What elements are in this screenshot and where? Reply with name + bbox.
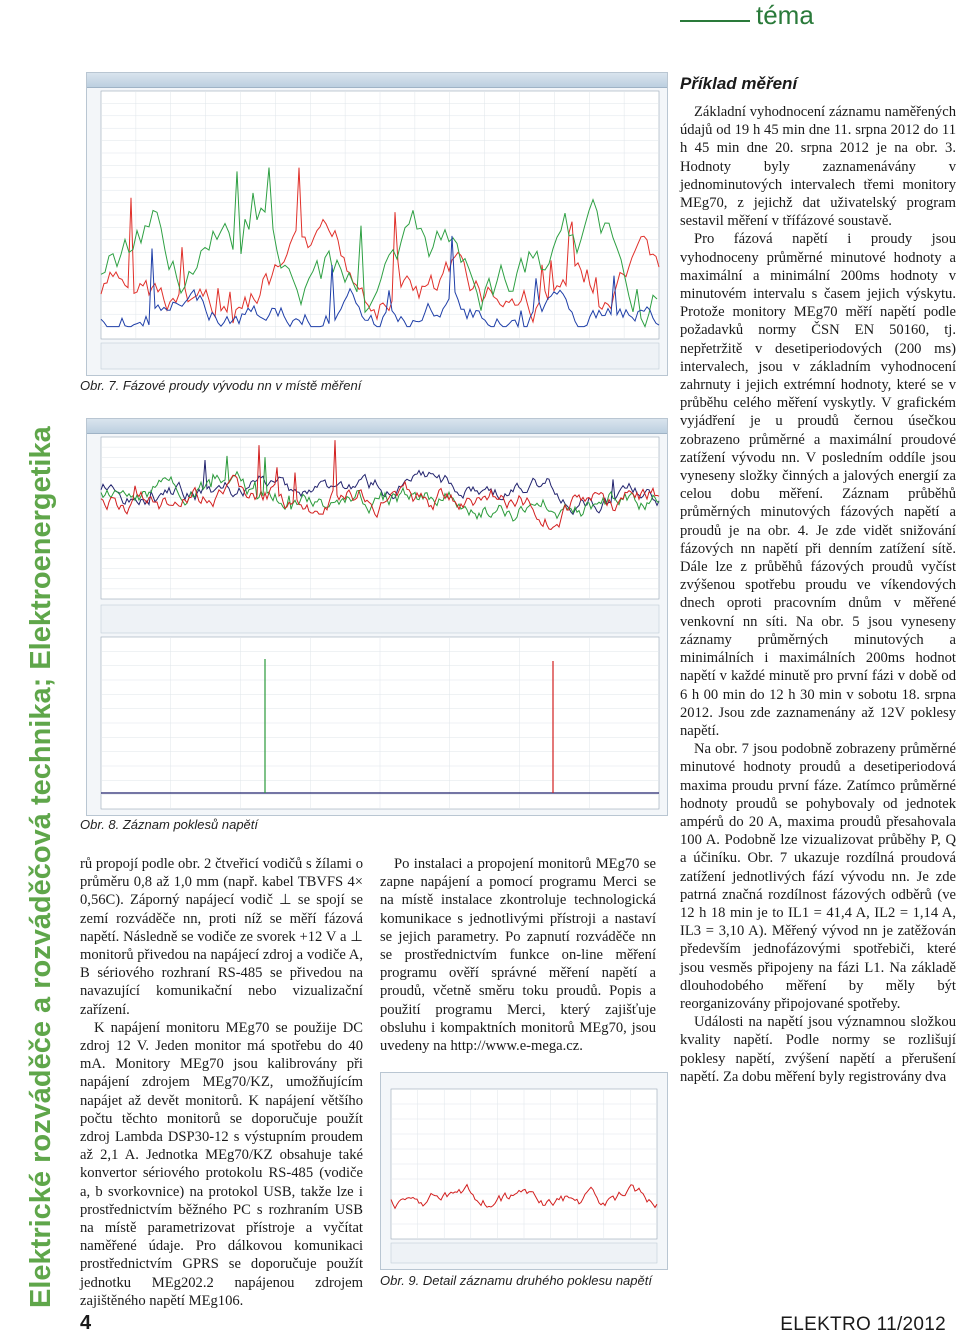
- side-title-text: Elektrické rozváděče a rozváděčová technika; Elektroenergetika: [25, 426, 57, 1308]
- legend-panel: [101, 605, 659, 633]
- middle-column: [380, 855, 656, 1055]
- left-column: [80, 855, 363, 1310]
- paragraph: rů propojí podle obr. 2 čtveřicí vodičů s žílami o průměru 0,8 až 1,0 mm (např. kabel TBVFS 4× 0,56C). Záporný napájecí vodič ⊥ se spojí se zemí rozváděče nn, proti níž se měří fázová napětí. Následně se vodiče ze svorek +12 V a ⊥ monitorů přivedou na napájecí zdroj a vodiče A, B sériového rozhraní RS-485 se přivedou na navazující komunikační nebo vizualizační zařízení.: [80, 856, 363, 1018]
- paragraph: K napájení monitoru MEg70 se použije DC zdroj 12 V. Jeden monitor má spotřebu do 40 mA. Monitory MEg70 jsou kalibrovány při napájení zdrojem MEg70/KZ, umožňujícím napájet až devět monitorů. K napájení většího počtu těchto monitorů se doporučuje použít zdroj Lambda DSP30-12 s výstupním proudem až 2,1 A. Jednotka MEg70/KZ obsahuje také konvertor sériového protokolu RS-485 (vodiče a, b svorkovnice) na protokol USB, takže lze i prostřednictvím běžného PC s rozhraním USB na místě parametrizovat přístroje a vyčítat naměřené údaje. Pro dálkovou komunikaci prostřednictvím GPRS se doporučuje použít jednotku MEg202.2 napájenou zdrojem zajištěného napětí MEg106.: [80, 1019, 363, 1309]
- side-title-graphic: [20, 28, 60, 1308]
- figure-8-caption: Obr. 8. Záznam poklesů napětí: [80, 817, 259, 832]
- right-column: [680, 103, 956, 1253]
- figure-7-caption: Obr. 7. Fázové proudy vývodu nn v místě měření: [80, 378, 362, 393]
- section-side-title: [20, 28, 60, 1308]
- paragraph: Události na napětí jsou významnou složkou kvality napětí. Podle normy se rozlišují poklesy napětí, zvýšení napětí a přerušení napětí. Za dobu měření byly registrovány dva: [680, 1014, 956, 1085]
- figure-9: [380, 1072, 668, 1270]
- paragraph: Základní vyhodnocení záznamu naměřených údajů od 19 h 45 min dne 11. srpna 2012 do 11 h 45 min dne 20. srpna 2012 je na obr. 3. Hodnoty byly zaznamenávány v jednominutových intervalech třemi monitory MEg70, z jejichž dat uživatelský program sestavil měření v třífázové soustavě.: [680, 104, 956, 230]
- figure-7: [86, 72, 668, 376]
- figure-8: [86, 418, 668, 816]
- header-tag: téma: [750, 0, 960, 31]
- legend-panel: [391, 1243, 657, 1263]
- magazine-issue: ELEKTRO 11/2012: [780, 1314, 946, 1335]
- figure-7-plot: [87, 73, 667, 375]
- figure-9-plot: [381, 1073, 667, 1269]
- section-heading: Příklad měření: [680, 74, 798, 93]
- page-number: 4: [80, 1312, 92, 1334]
- paragraph: Po instalaci a propojení monitorů MEg70 se zapne napájení a pomocí programu Merci se na místě instalace zkontroluje technologická komunikace s jednotlivými přístroji a nastaví se jejich parametry. Po zapnutí rozváděče nn se prostřednictvím funkce on-line měření programu ověří správné měření napětí a proudů, včetně směru toku proudů. Popis a použití programu Merci, který zajišťuje obsluhu i kompaktních monitorů MEg70, jsou uvedeny na http://www.e-mega.cz.: [380, 856, 656, 1055]
- figure-9-caption: Obr. 9. Detail záznamu druhého poklesu napětí: [380, 1273, 652, 1288]
- figure-8-plot: [87, 419, 667, 815]
- paragraph: Na obr. 7 jsou podobně zobrazeny průměrné minutové hodnoty proudů a desetiperiodová maxima proudu první fáze. Zatímco průměrné hodnoty proudů se pohybovaly od jednotek ampérů do 20 A, maxima proudů přesahovala 100 A. Podobně lze vizualizovat průběhy P, Q a účiníku. Obr. 7 ukazuje rozdílná proudová zatížení jednotlivých fází vývodu nn. Je zde patrná značná rozdílnost fázových odběrů (ve 12 h 18 min je to IL1 = 41,4 A, IL2 = 1,14 A, IL3 = 3,10 A). Měřený vývod nn je zatěžován především jednofázovými spotřebiči, které jsou vesměs připojeny na fázi L1. Na základě dlouhodobého měření by měly být reorganizovány připojované spotřeby.: [680, 741, 956, 1012]
- paragraph: Pro fázová napětí i proudy jsou vyhodnoceny průměrné minutové hodnoty a maximální a minimální 200ms hodnoty v minutovém intervalu s časem jejich výskytu. Protože monitory MEg70 měří napětí podle požadavků normy ČSN EN 50160, tj. nepřetržitě v desetiperiodových (200 ms) intervalech, jsou v základním vyhodnocení zahrnuty i jejich extrémní hodnoty, které se v průběhu celého měření vyskytly. V grafickém vyjádření je u proudů černou úsečkou zobrazeno průměrné a maximální proudové zatížení vývodu nn. V posledním oddíle jsou vyneseny složky činných a jalových energií za celou dobu měření. Záznam průběhů průměrných minutových fázových napětí a proudů je na obr. 4. Je zde vidět snižování fázových nn napětí při denním zatížení sítě. Dále lze z průběhů fázových proudů vyčíst zvýšenou spotřebu proudu ve víkendových dnech oproti pracovním dnům v měřené venkovní nn síti. Na obr. 5 jsou vyneseny záznamy průměrných minutových a minimálních i maximálních 200ms hodnot napětí v každé minutě pro první fázi v době od 6 h 00 min do 12 h 30 min v sobotu 18. srpna 2012. Jsou zde zaznamenány až 12V poklesy napětí.: [680, 231, 956, 739]
- legend-panel: [101, 343, 659, 369]
